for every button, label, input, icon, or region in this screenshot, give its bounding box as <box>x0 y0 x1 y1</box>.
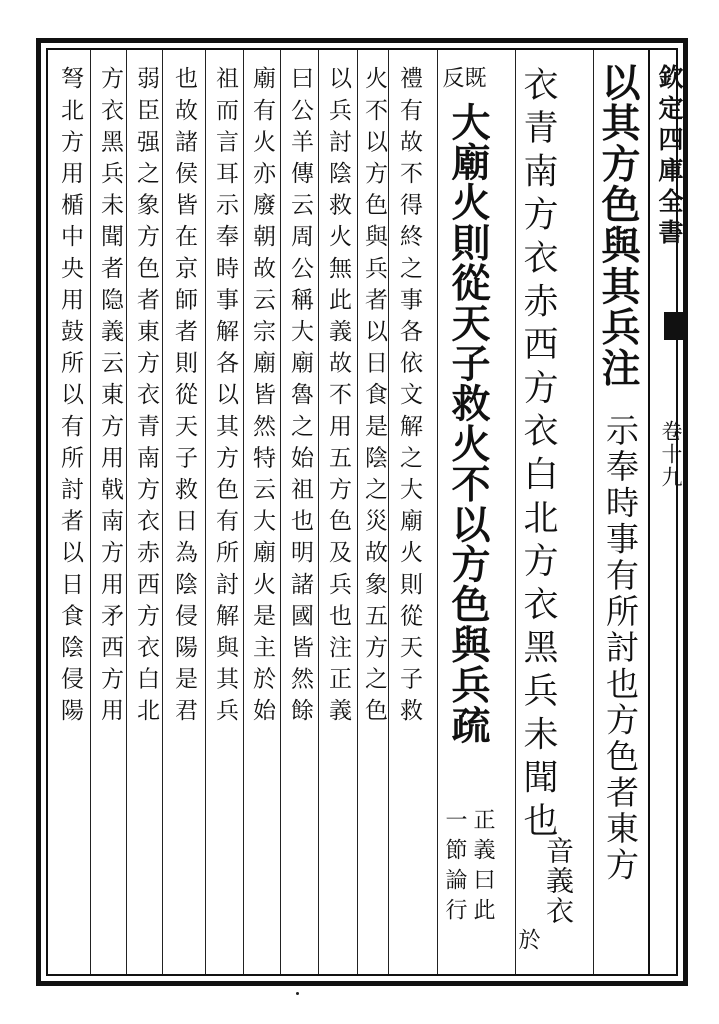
column-rule <box>593 50 594 974</box>
column-rule <box>437 50 438 974</box>
commentary-column-4: 禮有故不得終之事各依文解之大廟火則從天子救 <box>396 66 422 730</box>
annotation-column-2: 音義衣 <box>542 836 575 926</box>
annotation-column-1: 示奉時事有所討也方色者東方 <box>601 413 640 884</box>
annotation-column-3-top-b: 反 <box>439 66 464 97</box>
column-rule <box>243 50 244 974</box>
commentary-column-9: 祖而言耳示奉時事解各以其方色有所討解與其兵 <box>212 66 238 730</box>
commentary-column-10: 也故諸侯皆在京師者則從天子救日為陰侵陽是君 <box>171 66 197 730</box>
annotation-column-2b: 於 <box>515 928 540 959</box>
column-rule <box>90 50 91 974</box>
main-text-column-1: 以其方色與其兵注 <box>595 62 641 389</box>
column-rule <box>280 50 281 974</box>
annotation-column-3b: 一節論行 <box>442 808 467 928</box>
commentary-column-12: 方衣黑兵未聞者隐義云東方用戟南方用矛西方用 <box>97 66 123 730</box>
column-rule <box>205 50 206 974</box>
column-rule <box>318 50 319 974</box>
column-rule <box>126 50 127 974</box>
column-rule <box>357 50 358 974</box>
main-text-column-3: 大廟火則從天子救火不以方色與兵疏 <box>445 102 491 746</box>
annotation-column-3-top: 既 <box>461 66 486 97</box>
commentary-column-7: 曰公羊傳云周公稱大廟魯之始祖也明諸國皆然餘 <box>287 66 313 730</box>
annotation-column-3a: 正義曰此 <box>470 808 495 928</box>
column-rule <box>515 50 516 974</box>
commentary-column-6: 以兵討陰救火無此義故不用五方色及兵也注正義 <box>325 66 351 730</box>
commentary-column-13: 弩北方用楯中央用鼓所以有所討者以日食陰侵陽 <box>57 66 83 730</box>
commentary-column-8: 廟有火亦廢朝故云宗廟皆然特云大廟火是主於始 <box>249 66 275 730</box>
fish-tail-mark <box>664 312 684 340</box>
ink-speck <box>296 992 299 995</box>
column-rule <box>162 50 163 974</box>
main-text-column-2: 衣青南方衣赤西方衣白北方衣黑兵未聞也 <box>518 66 558 846</box>
commentary-column-5: 火不以方色與兵者以日食是陰之災故象五方之色 <box>361 66 387 730</box>
margin-book-title: 欽定四庫全書 <box>655 64 684 250</box>
column-rule <box>388 50 389 974</box>
commentary-column-11: 弱臣强之象方色者東方衣青南方衣赤西方衣白北 <box>133 66 159 730</box>
margin-volume: 卷十九 <box>659 420 683 489</box>
